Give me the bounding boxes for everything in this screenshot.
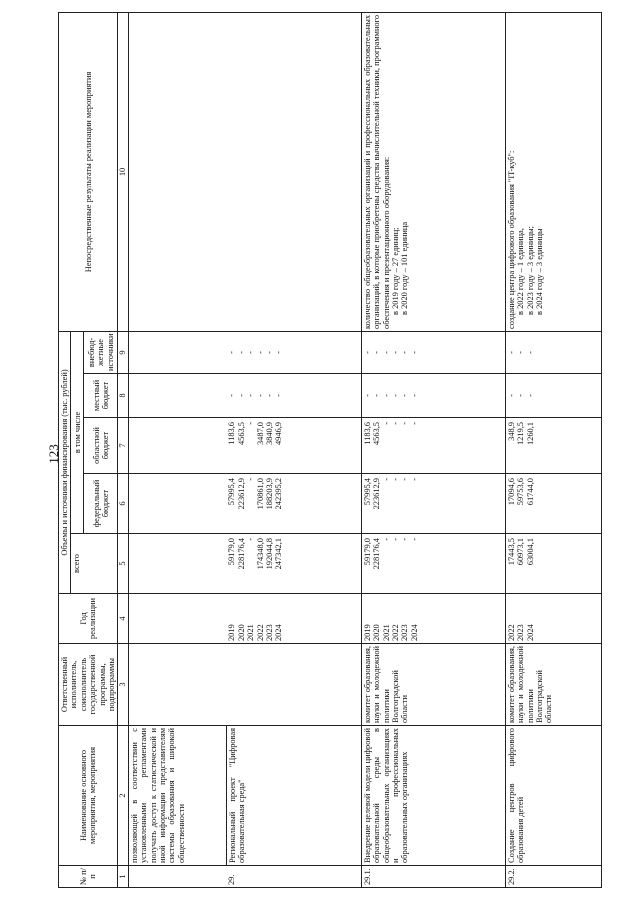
cell-line: 3840,9 (264, 422, 274, 446)
cell-line: - (227, 394, 237, 397)
cell-line: 59179,0 (362, 538, 372, 566)
cell-line: - (391, 478, 401, 481)
cell-line: 4946,9 (274, 422, 284, 446)
cell-line: - (246, 422, 256, 425)
row-executor: комитет образования, науки и молодежной политики Волгоградской области (505, 644, 601, 726)
cell-line: 228176,4 (236, 538, 246, 570)
cell-line: 223612,9 (372, 478, 382, 510)
cell-line: 2020 (372, 624, 382, 641)
col-number: 3 (118, 644, 128, 726)
row-name: позволяющей в соответствии с установленными регламентами получать доступ к статистической и иной информации представителям системы образования и широкой общественности (128, 726, 226, 866)
cell-line: - (381, 478, 391, 481)
cell-line: - (391, 394, 401, 397)
cell-line: 192044,8 (264, 538, 274, 570)
cell-line: - (400, 478, 410, 481)
header-num: № п/п (59, 866, 118, 888)
header-including: в том числе (71, 331, 84, 533)
col-number: 5 (118, 534, 128, 594)
cell-line: - (409, 478, 419, 481)
cell-line: 60973,1 (516, 538, 526, 566)
cell-line: 4563,5 (236, 422, 246, 446)
row-local (128, 374, 226, 418)
header-federal: федеральный бюджет (84, 474, 118, 534)
header-total: всего (71, 534, 118, 594)
cell-line: - (246, 478, 256, 481)
cell-line: 1260,1 (525, 422, 535, 446)
cell-line: 170861,0 (255, 478, 265, 510)
cell-line: в 2020 году – 101 единица (400, 221, 410, 315)
cell-line: - (391, 422, 401, 425)
cell-line: 3487,0 (255, 422, 265, 446)
cell-line: 2022 (506, 624, 516, 641)
row-executor (128, 644, 226, 726)
row-regional (226, 418, 361, 474)
result-text: создание центра цифрового образования "IT-куб": (506, 150, 516, 329)
row-name: Региональный проект "Цифровая образовательная среда" (226, 726, 361, 866)
cell-line: 2023 (516, 624, 526, 641)
cell-line: 2019 (227, 624, 237, 641)
header-result: Непосредственные результаты реализации мероприятия (59, 12, 118, 331)
row-total (226, 534, 361, 594)
col-number: 4 (118, 594, 128, 644)
cell-line: - (255, 394, 265, 397)
cell-line: - (400, 351, 410, 354)
cell-line: - (246, 538, 256, 541)
row-executor: комитет образования, науки и молодежной политики Волгоградской области (361, 644, 505, 726)
cell-line: - (255, 351, 265, 354)
cell-line: 63004,1 (525, 538, 535, 566)
row-regional (128, 418, 226, 474)
cell-line: 2024 (409, 624, 419, 641)
row-regional (361, 418, 505, 474)
cell-line: - (381, 394, 391, 397)
cell-line: в 2023 году – 3 единицы; (525, 226, 535, 315)
row-executor (226, 644, 361, 726)
row-number: 29.1. (361, 866, 505, 888)
cell-line: - (400, 394, 410, 397)
row-local (226, 374, 361, 418)
cell-line: 2019 (362, 624, 372, 641)
rotated-table-container (58, 13, 613, 888)
cell-line: - (381, 351, 391, 354)
page-number: 123 (46, 444, 61, 464)
row-years (226, 594, 361, 644)
cell-line: - (525, 351, 535, 354)
cell-line: 247342,1 (274, 538, 284, 570)
header-regional: областной бюджет (84, 418, 118, 474)
cell-line: 2022 (391, 624, 401, 641)
cell-line: 2023 (400, 624, 410, 641)
cell-line: - (516, 394, 526, 397)
row-total (128, 534, 226, 594)
cell-line: в 2022 году – 1 единица, (516, 228, 526, 315)
row-result (361, 12, 505, 331)
cell-line: 4563,5 (372, 422, 382, 446)
cell-line: - (381, 538, 391, 541)
col-number: 7 (118, 418, 128, 474)
row-extra (505, 331, 601, 373)
cell-line: - (409, 351, 419, 354)
row-extra (226, 331, 361, 373)
cell-line: - (236, 394, 246, 397)
header-name: Наименование основного мероприятия, мероприятия (59, 726, 118, 866)
cell-line: 2023 (264, 624, 274, 641)
header-financing: Объемы и источники финансирования (тыс. рублей) (59, 331, 71, 593)
row-local (505, 374, 601, 418)
row-result (128, 12, 226, 331)
row-number: 29.2. (505, 866, 601, 888)
row-federal (128, 474, 226, 534)
cell-line: - (516, 351, 526, 354)
cell-line: - (391, 351, 401, 354)
cell-line: - (362, 394, 372, 397)
col-number: 1 (118, 866, 128, 888)
row-result (505, 12, 601, 331)
cell-line: 2024 (525, 624, 535, 641)
header-local: местный бюджет (84, 374, 118, 418)
row-federal (226, 474, 361, 534)
cell-line: 59179,0 (227, 538, 237, 566)
cell-line: - (227, 351, 237, 354)
col-number: 9 (118, 331, 128, 373)
cell-line: - (274, 351, 284, 354)
cell-line: 188203,9 (264, 478, 274, 510)
row-local (361, 374, 505, 418)
row-federal (361, 474, 505, 534)
cell-line: 17443,5 (506, 538, 516, 566)
table-row (128, 12, 226, 887)
row-extra (361, 331, 505, 373)
cell-line: 2022 (255, 624, 265, 641)
cell-line: - (274, 394, 284, 397)
row-regional (505, 418, 601, 474)
row-total (505, 534, 601, 594)
cell-line: 2021 (246, 624, 256, 641)
cell-line: - (400, 538, 410, 541)
cell-line: - (409, 538, 419, 541)
cell-line: - (525, 394, 535, 397)
cell-line: - (506, 394, 516, 397)
header-year: Год реализации (59, 594, 118, 644)
col-number: 2 (118, 726, 128, 866)
cell-line: 174348,0 (255, 538, 265, 570)
result-items (516, 15, 544, 329)
row-name: Создание центров цифрового образования детей (505, 726, 601, 866)
cell-line: - (409, 422, 419, 425)
row-total (361, 534, 505, 594)
cell-line: в 2019 году – 27 единиц; (391, 227, 401, 315)
col-number: 6 (118, 474, 128, 534)
header-extra: внебюд-жетные источники (84, 331, 118, 373)
result-items (391, 15, 410, 329)
row-number (128, 866, 226, 888)
cell-line: - (246, 394, 256, 397)
cell-line: 57995,4 (362, 478, 372, 506)
cell-line: - (362, 351, 372, 354)
cell-line: 1183,6 (227, 422, 237, 445)
row-result (226, 12, 361, 331)
cell-line: - (391, 538, 401, 541)
cell-line: 17094,6 (506, 478, 516, 506)
cell-line: 228176,4 (372, 538, 382, 570)
row-number: 29. (226, 866, 361, 888)
table-row (361, 12, 505, 887)
cell-line: 57995,4 (227, 478, 237, 506)
table-row (505, 12, 601, 887)
col-number: 8 (118, 374, 128, 418)
col-number: 10 (118, 12, 128, 331)
result-text: количество общеобразовательных организаций и профессиональных образовательных организаций, в которые приобретены средства вычислительной техники, программного обеспечения и презентационного оборудования: (362, 14, 391, 329)
cell-line: - (236, 351, 246, 354)
cell-line: 348,9 (506, 422, 516, 441)
table-row (226, 12, 361, 887)
cell-line: - (400, 422, 410, 425)
cell-line: 1219,5 (516, 422, 526, 446)
cell-line: - (506, 351, 516, 354)
cell-line: - (409, 394, 419, 397)
row-years (505, 594, 601, 644)
cell-line: 61744,0 (525, 478, 535, 506)
cell-line: - (264, 351, 274, 354)
row-name: Внедрение целевой модели цифровой образовательной среды в общеобразовательных организациях и профессиональных образовательных организациях (361, 726, 505, 866)
cell-line: 1183,6 (362, 422, 372, 445)
cell-line: 2024 (274, 624, 284, 641)
cell-line: 242395,2 (274, 478, 284, 510)
cell-line: - (246, 351, 256, 354)
cell-line: - (381, 422, 391, 425)
cell-line: - (372, 394, 382, 397)
cell-line: - (372, 351, 382, 354)
row-years (128, 594, 226, 644)
cell-line: 59753,6 (516, 478, 526, 506)
cell-line: 2020 (236, 624, 246, 641)
cell-line: - (264, 394, 274, 397)
financing-table (58, 12, 602, 888)
cell-line: 2021 (381, 624, 391, 641)
row-extra (128, 331, 226, 373)
row-federal (505, 474, 601, 534)
cell-line: 223612,9 (236, 478, 246, 510)
header-executor: Ответственный исполнитель, соисполнитель государственной программы, подпрограммы (59, 644, 118, 726)
cell-line: в 2024 году – 3 единицы (535, 228, 545, 315)
row-years (361, 594, 505, 644)
